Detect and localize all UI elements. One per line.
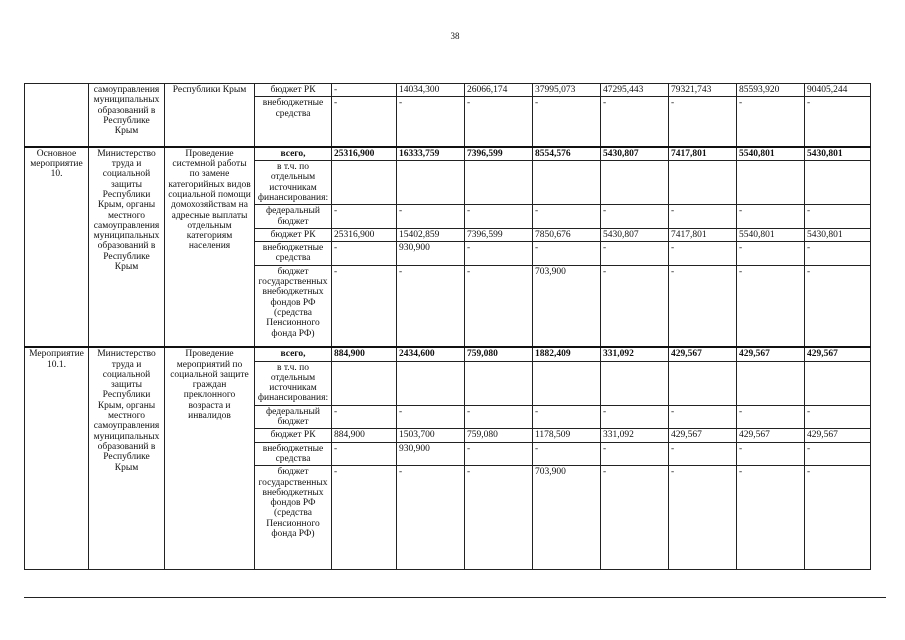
value-cell: -: [805, 97, 871, 147]
value-cell: -: [397, 405, 465, 429]
value-cell: [601, 361, 669, 405]
value-cell: -: [737, 466, 805, 570]
executor-cell: самоуправления муниципальных образований в Республике Крым: [89, 84, 165, 147]
value-cell: -: [669, 442, 737, 466]
value-cell: 759,080: [465, 429, 533, 442]
table-row: [25, 347, 871, 361]
value-cell: -: [332, 242, 397, 266]
value-cell: 85593,920: [737, 84, 805, 97]
value-cell: [533, 361, 601, 405]
value-cell: -: [332, 265, 397, 347]
value-cell: -: [669, 97, 737, 147]
value-cell: -: [397, 265, 465, 347]
value-cell: -: [332, 97, 397, 147]
value-cell: 5430,807: [601, 147, 669, 161]
value-cell: 5540,801: [737, 147, 805, 161]
value-cell: -: [332, 405, 397, 429]
value-cell: -: [465, 242, 533, 266]
value-cell: -: [805, 205, 871, 229]
value-cell: 1882,409: [533, 347, 601, 361]
value-cell: 47295,443: [601, 84, 669, 97]
value-cell: 7396,599: [465, 228, 533, 241]
source-cell: в т.ч. по отдельным источникам финансирования:: [255, 161, 332, 205]
value-cell: [465, 361, 533, 405]
funding-table: [24, 83, 871, 570]
value-cell: -: [737, 442, 805, 466]
value-cell: [805, 361, 871, 405]
value-cell: 7396,599: [465, 147, 533, 161]
source-cell: федеральный бюджет: [255, 205, 332, 229]
value-cell: [397, 161, 465, 205]
value-cell: -: [737, 205, 805, 229]
value-cell: -: [601, 242, 669, 266]
value-cell: 16333,759: [397, 147, 465, 161]
value-cell: 703,900: [533, 265, 601, 347]
value-cell: 5430,801: [805, 228, 871, 241]
event-cell: [25, 84, 89, 147]
value-cell: -: [533, 405, 601, 429]
value-cell: -: [332, 84, 397, 97]
value-cell: -: [805, 265, 871, 347]
page-number: 38: [450, 31, 460, 41]
executor-cell: Министерство труда и социальной защиты Республики Крым, органы местного самоуправления муниципальных образований в Республике Крым: [89, 147, 165, 347]
value-cell: -: [533, 442, 601, 466]
table-row: [25, 147, 871, 161]
value-cell: 759,080: [465, 347, 533, 361]
value-cell: -: [465, 466, 533, 570]
source-cell: бюджет РК: [255, 429, 332, 442]
value-cell: 90405,244: [805, 84, 871, 97]
value-cell: 8554,576: [533, 147, 601, 161]
source-cell: бюджет РК: [255, 228, 332, 241]
value-cell: [465, 161, 533, 205]
value-cell: 429,567: [669, 347, 737, 361]
value-cell: -: [397, 97, 465, 147]
value-cell: -: [805, 442, 871, 466]
value-cell: 703,900: [533, 466, 601, 570]
value-cell: 429,567: [805, 347, 871, 361]
value-cell: -: [669, 265, 737, 347]
source-cell: бюджет государственных внебюджетных фондов РФ (средства Пенсионного фонда РФ): [255, 265, 332, 347]
value-cell: 884,900: [332, 429, 397, 442]
value-cell: [669, 361, 737, 405]
value-cell: -: [669, 242, 737, 266]
value-cell: 5540,801: [737, 228, 805, 241]
table-row: [25, 84, 871, 97]
source-cell: в т.ч. по отдельным источникам финансирования:: [255, 361, 332, 405]
value-cell: -: [737, 242, 805, 266]
value-cell: -: [669, 466, 737, 570]
value-cell: -: [601, 265, 669, 347]
value-cell: 2434,600: [397, 347, 465, 361]
value-cell: 25316,900: [332, 147, 397, 161]
value-cell: 5430,801: [805, 147, 871, 161]
value-cell: -: [533, 242, 601, 266]
measure-cell: Проведение мероприятий по социальной защите граждан преклонного возраста и инвалидов: [165, 347, 255, 569]
value-cell: -: [533, 97, 601, 147]
value-cell: -: [669, 205, 737, 229]
source-cell: внебюджетные средства: [255, 242, 332, 266]
table-bottom-border: [24, 597, 886, 598]
value-cell: 331,092: [601, 347, 669, 361]
value-cell: -: [805, 405, 871, 429]
value-cell: [533, 161, 601, 205]
value-cell: -: [601, 466, 669, 570]
value-cell: -: [397, 205, 465, 229]
source-cell: бюджет РК: [255, 84, 332, 97]
source-cell: всего,: [255, 147, 332, 161]
value-cell: -: [465, 205, 533, 229]
value-cell: -: [332, 466, 397, 570]
value-cell: [397, 361, 465, 405]
value-cell: 7850,676: [533, 228, 601, 241]
value-cell: -: [465, 405, 533, 429]
value-cell: 15402,859: [397, 228, 465, 241]
value-cell: -: [737, 265, 805, 347]
funding-table-body: [25, 84, 871, 570]
value-cell: -: [332, 442, 397, 466]
event-cell: Мероприятие 10.1.: [25, 347, 89, 569]
source-cell: федеральный бюджет: [255, 405, 332, 429]
value-cell: -: [465, 442, 533, 466]
source-cell: всего,: [255, 347, 332, 361]
value-cell: -: [601, 405, 669, 429]
value-cell: [332, 361, 397, 405]
source-cell: внебюджетные средства: [255, 97, 332, 147]
value-cell: -: [397, 466, 465, 570]
value-cell: -: [533, 205, 601, 229]
value-cell: 14034,300: [397, 84, 465, 97]
value-cell: -: [805, 466, 871, 570]
value-cell: 331,092: [601, 429, 669, 442]
event-cell: Основное мероприятие 10.: [25, 147, 89, 347]
value-cell: -: [601, 97, 669, 147]
value-cell: [805, 161, 871, 205]
value-cell: 1503,700: [397, 429, 465, 442]
value-cell: -: [601, 205, 669, 229]
value-cell: [332, 161, 397, 205]
source-cell: бюджет государственных внебюджетных фондов РФ (средства Пенсионного фонда РФ): [255, 466, 332, 570]
value-cell: [601, 161, 669, 205]
value-cell: 26066,174: [465, 84, 533, 97]
executor-cell: Министерство труда и социальной защиты Республики Крым, органы местного самоуправления муниципальных образований в Республике Крым: [89, 347, 165, 569]
measure-cell: Проведение системной работы по замене категорийных видов социальной помощи домохозяйствам на адресные выплаты отдельным категориям населения: [165, 147, 255, 347]
source-cell: внебюджетные средства: [255, 442, 332, 466]
value-cell: [669, 161, 737, 205]
value-cell: 1178,509: [533, 429, 601, 442]
value-cell: 930,900: [397, 442, 465, 466]
value-cell: -: [332, 205, 397, 229]
value-cell: -: [669, 405, 737, 429]
value-cell: 429,567: [805, 429, 871, 442]
value-cell: 37995,073: [533, 84, 601, 97]
value-cell: 884,900: [332, 347, 397, 361]
value-cell: [737, 361, 805, 405]
value-cell: 25316,900: [332, 228, 397, 241]
value-cell: -: [737, 405, 805, 429]
value-cell: [737, 161, 805, 205]
value-cell: 79321,743: [669, 84, 737, 97]
measure-cell: Республики Крым: [165, 84, 255, 147]
value-cell: -: [805, 242, 871, 266]
value-cell: 429,567: [669, 429, 737, 442]
value-cell: 7417,801: [669, 147, 737, 161]
value-cell: 429,567: [737, 429, 805, 442]
value-cell: 7417,801: [669, 228, 737, 241]
value-cell: 930,900: [397, 242, 465, 266]
value-cell: 429,567: [737, 347, 805, 361]
value-cell: -: [465, 97, 533, 147]
value-cell: 5430,807: [601, 228, 669, 241]
value-cell: -: [601, 442, 669, 466]
value-cell: -: [737, 97, 805, 147]
value-cell: -: [465, 265, 533, 347]
